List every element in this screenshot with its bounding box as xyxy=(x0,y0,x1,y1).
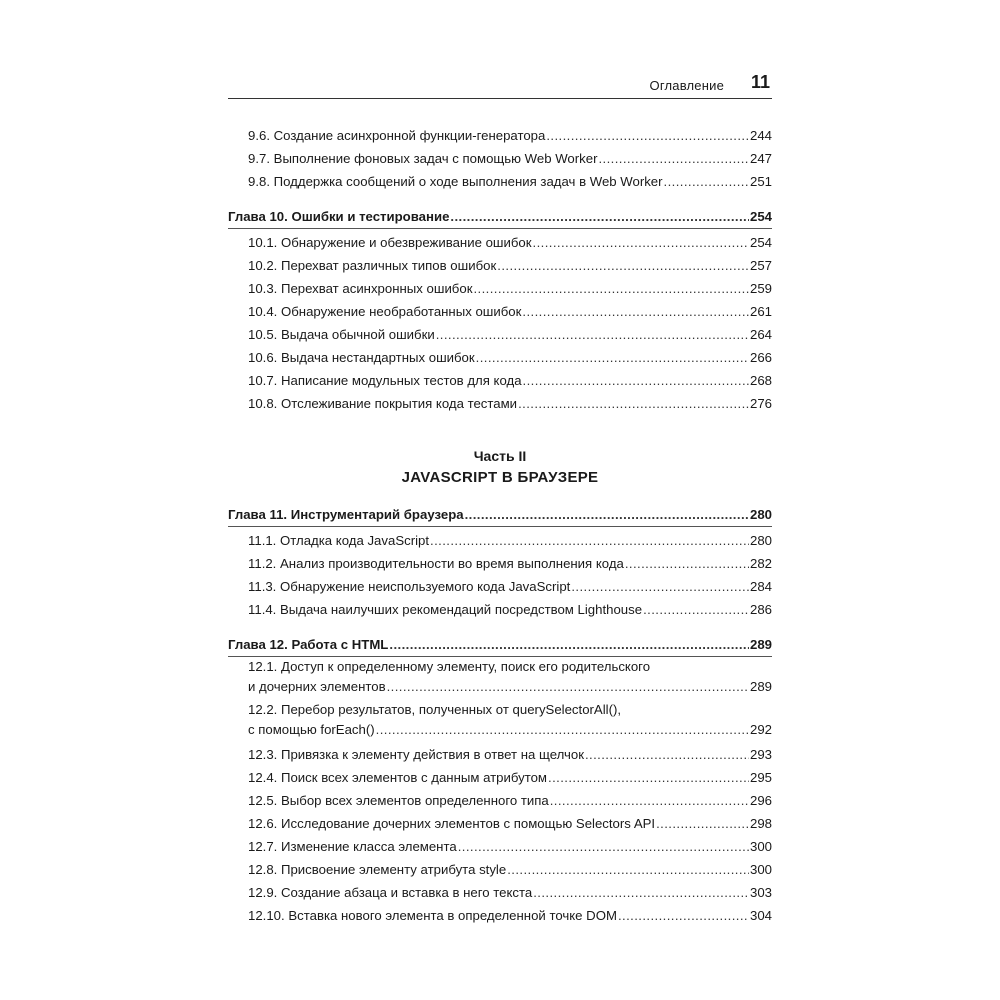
leader-dots xyxy=(450,205,749,228)
running-header xyxy=(228,72,772,99)
toc-entry[interactable] xyxy=(228,789,772,812)
part-label: Часть II xyxy=(473,448,527,464)
toc-entry-title: 12.7. Изменение класса элемента xyxy=(248,839,457,854)
toc-entry-title: 11.3. Обнаружение неиспользуемого кода JavaScript xyxy=(248,579,571,594)
toc-entry-page: 247 xyxy=(749,151,772,166)
toc-entry[interactable] xyxy=(228,254,772,277)
toc-entry-page: 289 xyxy=(749,679,772,694)
chapter-page: 254 xyxy=(749,209,772,224)
leader-dots xyxy=(476,346,749,369)
toc-entry-title: 11.4. Выдача наилучших рекомендаций посредством Lighthouse xyxy=(248,602,643,617)
leader-dots xyxy=(389,633,749,656)
leader-dots xyxy=(430,529,749,552)
header-page-number: 11 xyxy=(750,72,770,92)
chapter-page: 289 xyxy=(749,637,772,652)
leader-dots xyxy=(523,369,749,392)
leader-dots xyxy=(550,789,749,812)
toc-entry-title: 10.7. Написание модульных тестов для кода xyxy=(248,373,522,388)
toc-entry-title: 9.8. Поддержка сообщений о ходе выполнения задач в Web Worker xyxy=(248,174,663,189)
leader-dots xyxy=(387,677,749,697)
toc-entry[interactable] xyxy=(228,392,772,415)
leader-dots xyxy=(507,858,749,881)
leader-dots xyxy=(546,124,749,147)
chapter-heading[interactable] xyxy=(228,205,772,229)
toc-entry[interactable] xyxy=(228,858,772,881)
toc-entry-page: 293 xyxy=(749,747,772,762)
toc-entry-page: 259 xyxy=(749,281,772,296)
toc-entry-page: 257 xyxy=(749,258,772,273)
toc-entry[interactable] xyxy=(228,277,772,300)
toc-entry[interactable] xyxy=(228,881,772,904)
toc-entry-page: 261 xyxy=(749,304,772,319)
part-name: JAVASCRIPT В БРАУЗЕРЕ xyxy=(401,469,599,486)
toc-entry-title: 9.7. Выполнение фоновых задач с помощью Web Worker xyxy=(248,151,598,166)
chapter-heading[interactable] xyxy=(228,503,772,527)
toc-entry-title: 10.5. Выдача обычной ошибки xyxy=(248,327,435,342)
leader-dots xyxy=(656,812,749,835)
chapter-title: Глава 12. Работа с HTML xyxy=(228,637,389,652)
toc-entry-title: 10.2. Перехват различных типов ошибок xyxy=(248,258,497,273)
leader-dots xyxy=(458,835,749,858)
toc-entry-page: 300 xyxy=(749,839,772,854)
toc-entry[interactable] xyxy=(228,904,772,927)
toc-entry[interactable] xyxy=(228,147,772,170)
toc-entry[interactable] xyxy=(228,529,772,552)
leader-dots xyxy=(571,575,749,598)
leader-dots xyxy=(643,598,749,621)
leader-dots xyxy=(664,170,749,193)
toc-entry-page: 276 xyxy=(749,396,772,411)
chapter-title: Глава 10. Ошибки и тестирование xyxy=(228,209,450,224)
leader-dots xyxy=(436,323,749,346)
part-heading xyxy=(228,445,772,489)
leader-dots xyxy=(465,503,749,526)
leader-dots xyxy=(548,766,749,789)
toc-entry-page: 303 xyxy=(749,885,772,900)
toc-entry-page: 251 xyxy=(749,174,772,189)
leader-dots xyxy=(518,392,749,415)
leader-dots xyxy=(522,300,749,323)
toc-entry-page: 284 xyxy=(749,579,772,594)
toc-entry-title: 12.4. Поиск всех элементов с данным атрибутом xyxy=(248,770,547,785)
toc-entry-title: 12.5. Выбор всех элементов определенного типа xyxy=(248,793,549,808)
leader-dots xyxy=(618,904,749,927)
leader-dots xyxy=(533,231,749,254)
toc-entry[interactable] xyxy=(228,743,772,766)
toc-entry-title: 11.2. Анализ производительности во время выполнения кода xyxy=(248,556,624,571)
leader-dots xyxy=(625,552,749,575)
toc-entry-title-line2: с помощью forEach() xyxy=(248,722,375,737)
toc-entry[interactable] xyxy=(228,369,772,392)
toc-entry-title: 12.6. Исследование дочерних элементов с помощью Selectors API xyxy=(248,816,656,831)
toc-entry-title: 12.3. Привязка к элементу действия в ответ на щелчок xyxy=(248,747,584,762)
chapter-12 xyxy=(228,633,772,927)
chapter-11 xyxy=(228,503,772,621)
toc-entry-title: 10.4. Обнаружение необработанных ошибок xyxy=(248,304,522,319)
toc-entry-title-line1: 12.2. Перебор результатов, полученных от querySelectorAll(), xyxy=(248,702,622,717)
toc-entry-title: 12.9. Создание абзаца и вставка в него текста xyxy=(248,885,533,900)
toc-entry-page: 300 xyxy=(749,862,772,877)
leader-dots xyxy=(533,881,749,904)
leader-dots xyxy=(585,743,749,766)
toc-entry-page: 292 xyxy=(749,722,772,737)
toc-entry-page: 286 xyxy=(749,602,772,617)
toc-entry-page: 298 xyxy=(749,816,772,831)
toc-entry-page: 295 xyxy=(749,770,772,785)
leader-dots xyxy=(598,147,749,170)
toc-entry[interactable] xyxy=(228,124,772,147)
toc-entry-page: 244 xyxy=(749,128,772,143)
chapter-10 xyxy=(228,205,772,415)
chapter-heading[interactable] xyxy=(228,633,772,657)
toc-entry-title: 10.3. Перехват асинхронных ошибок xyxy=(248,281,473,296)
toc-entry[interactable] xyxy=(228,300,772,323)
toc-entry-page: 280 xyxy=(749,533,772,548)
toc-entry-title: 12.8. Присвоение элементу атрибута style xyxy=(248,862,507,877)
toc-entry-page: 266 xyxy=(749,350,772,365)
chapter-page: 280 xyxy=(749,507,772,522)
toc-entry[interactable] xyxy=(228,170,772,193)
toc-entry-title: 10.6. Выдача нестандартных ошибок xyxy=(248,350,475,365)
toc-entry-page: 282 xyxy=(749,556,772,571)
toc-entry-page: 268 xyxy=(749,373,772,388)
toc-entry-title: 12.10. Вставка нового элемента в определенной точке DOM xyxy=(248,908,617,923)
toc-entry[interactable] xyxy=(228,766,772,789)
toc-entry[interactable] xyxy=(228,231,772,254)
toc-entry[interactable] xyxy=(228,598,772,621)
leader-dots xyxy=(473,277,749,300)
chapter-title: Глава 11. Инструментарий браузера xyxy=(228,507,464,522)
toc-entry[interactable] xyxy=(228,552,772,575)
leader-dots xyxy=(497,254,749,277)
toc-entry-title-line2: и дочерних элементов xyxy=(248,679,386,694)
table-of-contents xyxy=(228,124,772,927)
toc-entry-multiline[interactable] xyxy=(228,700,772,743)
toc-entry[interactable] xyxy=(228,575,772,598)
toc-entry-title: 9.6. Создание асинхронной функции-генератора xyxy=(248,128,546,143)
toc-entry-title: 11.1. Отладка кода JavaScript xyxy=(248,533,430,548)
toc-entry[interactable] xyxy=(228,346,772,369)
toc-entry-title: 10.8. Отслеживание покрытия кода тестами xyxy=(248,396,518,411)
toc-entry-multiline[interactable] xyxy=(228,657,772,700)
toc-entry[interactable] xyxy=(228,323,772,346)
toc-entry-page: 264 xyxy=(749,327,772,342)
toc-entry[interactable] xyxy=(228,835,772,858)
continued-section-list xyxy=(228,124,772,193)
leader-dots xyxy=(376,720,749,740)
toc-entry-title-line1: 12.1. Доступ к определенному элементу, поиск его родительского xyxy=(248,659,651,674)
toc-entry-page: 254 xyxy=(749,235,772,250)
toc-entry-page: 304 xyxy=(749,908,772,923)
toc-entry-page: 296 xyxy=(749,793,772,808)
toc-entry[interactable] xyxy=(228,812,772,835)
header-title: Оглавление xyxy=(649,78,724,93)
toc-entry-title: 10.1. Обнаружение и обезвреживание ошибок xyxy=(248,235,532,250)
